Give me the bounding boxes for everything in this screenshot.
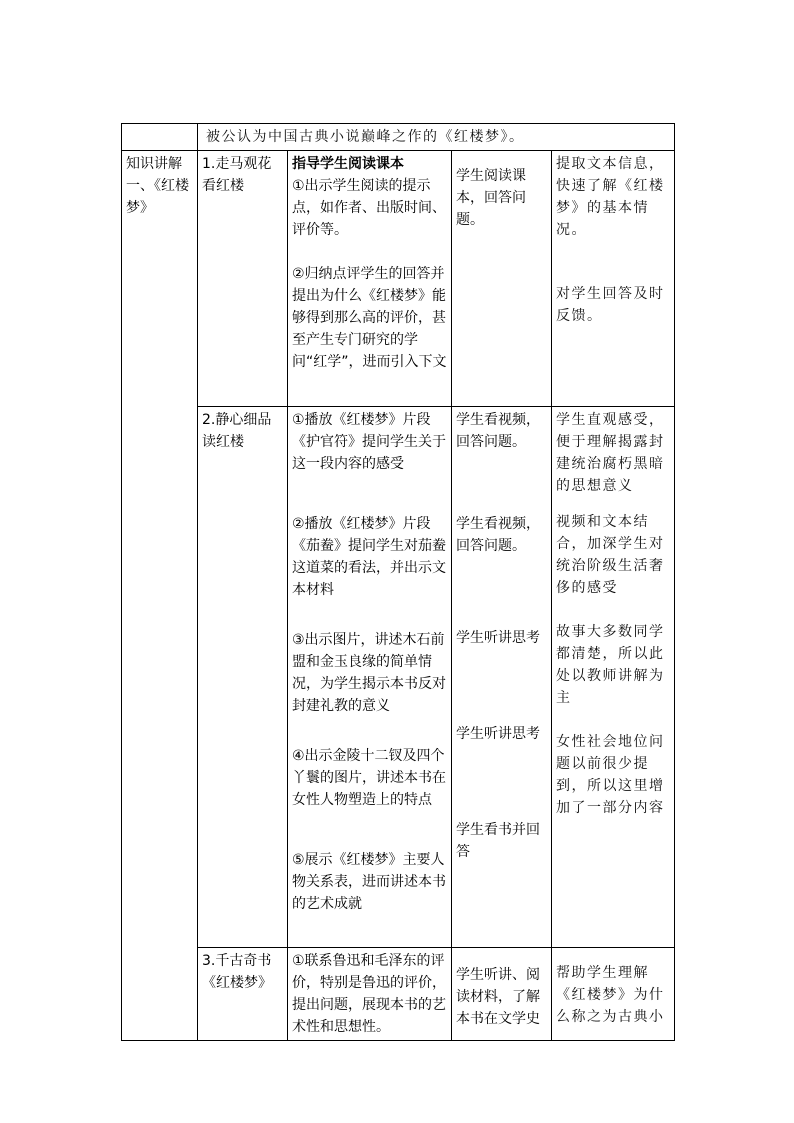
teacher-activity: ③出示图片，讲述木石前盟和金玉良缘的简单情况，为学生揭示本书反对封建礼教的意义: [292, 632, 446, 714]
section-label: 知识讲解一、《红楼梦》: [122, 151, 198, 1041]
teacher-activity: ①播放《红楼梦》片段《护官符》提问学生关于这一段内容的感受: [292, 412, 446, 472]
student-activity: 学生看视频，回答问题。: [456, 516, 540, 554]
teacher-activity-cell: [288, 407, 452, 948]
student-activity-cell: [452, 151, 552, 407]
teacher-activity: ②归纳点评学生的回答并提出为什么《红楼梦》能够得到那么高的评价，甚至产生专门研究的学问“红学”，进而引入下文: [292, 266, 447, 370]
design-intent: 视频和文本结合，加深学生对统治阶级生活奢侈的感受: [556, 514, 665, 596]
teacher-activity: ②播放《红楼梦》片段《茄鲞》提问学生对茄鲞这道菜的看法，并出示文本材料: [292, 516, 446, 598]
table-row-part2: [122, 407, 675, 948]
student-activity: 学生看书并回答: [456, 822, 540, 860]
teacher-activity: ①联系鲁迅和毛泽东的评价，特别是鲁迅的评价，提出问题，展现本书的艺术性和思想性。: [292, 953, 446, 1035]
teacher-activity: ⑤展示《红楼梦》主要人物关系表，进而讲述本书的艺术成就: [292, 852, 446, 912]
teacher-activity-cell: [288, 151, 452, 407]
student-activity: 学生听讲思考: [456, 630, 540, 646]
teacher-activity: ④出示金陵十二钗及四个丫鬟的图片，讲述本书在女性人物塑造上的特点: [292, 748, 446, 808]
part-title-3: 3.千古奇书《红楼梦》: [198, 948, 288, 1041]
table-row-intro: [122, 124, 675, 151]
part-title-1: 1.走马观花看红楼: [198, 151, 288, 407]
part-title-2: 2.静心细品读红楼: [198, 407, 288, 948]
student-activity-cell: [452, 948, 552, 1041]
design-intent: 提取文本信息，快速了解《红楼梦》的基本情况。: [556, 156, 665, 238]
student-activity: 学生听讲思考: [456, 726, 540, 742]
student-activity: 学生听讲、阅读材料，了解本书在文学史: [456, 967, 540, 1027]
design-intent-cell: [552, 151, 675, 407]
empty-cell: [122, 124, 198, 151]
student-activity-cell: [452, 407, 552, 948]
lesson-plan-table: [121, 123, 675, 1041]
design-intent: 学生直观感受，便于理解揭露封建统治腐朽黑暗的思想意义: [556, 412, 665, 494]
table-row-part1: [122, 151, 675, 407]
design-intent-cell: [552, 948, 675, 1041]
table-row-part3: [122, 948, 675, 1041]
intro-text: 被公认为中国古典小说巅峰之作的《红楼梦》。: [198, 124, 675, 151]
teacher-activity-cell: [288, 948, 452, 1041]
student-activity: 学生阅读课本，回答问题。: [456, 168, 526, 228]
teacher-activity: ①出示学生阅读的提示点，如作者、出版时间、评价等。: [292, 178, 446, 238]
design-intent: 故事大多数同学都清楚，所以此处以教师讲解为主: [556, 624, 665, 706]
design-intent: 女性社会地位问题以前很少提到，所以这里增加了一部分内容: [556, 734, 665, 816]
activity-heading: 指导学生阅读课本: [292, 156, 404, 172]
design-intent: 对学生回答及时反馈。: [556, 286, 665, 324]
design-intent-cell: [552, 407, 675, 948]
student-activity: 学生看视频，回答问题。: [456, 412, 540, 450]
design-intent: 帮助学生理解《红楼梦》为什么称之为古典小: [556, 965, 665, 1025]
